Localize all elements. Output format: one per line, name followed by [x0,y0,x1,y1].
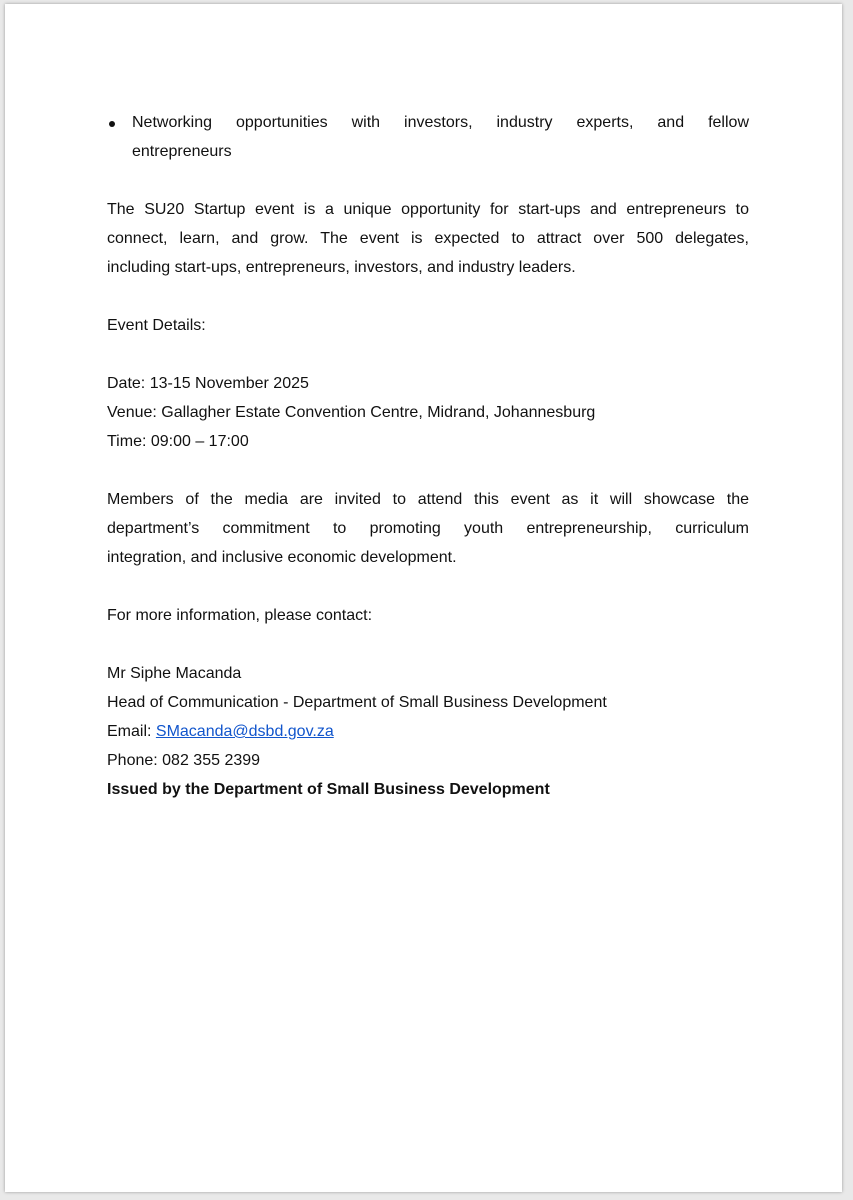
contact-email-link[interactable]: SMacanda@dsbd.gov.za [155,723,334,740]
event-details-block [107,369,749,456]
media-line-1: Members of the media are invited to attend this event as it will showcase the [107,491,749,508]
media-line-2: department’s commitment to promoting youth entrepreneurship, curriculum [107,520,749,537]
document-body [107,108,749,804]
document-page [5,4,842,1192]
contact-email-row [107,717,749,746]
event-date: Date: 13-15 November 2025 [107,375,309,392]
bullet-item [107,108,749,166]
intro-line-2: connect, learn, and grow. The event is expected to attract over 500 delegates, [107,230,749,247]
contact-block [107,659,749,804]
bullet-text-line-2: entrepreneurs [132,143,232,160]
intro-paragraph [107,195,749,282]
contact-name: Mr Siphe Macanda [107,665,242,682]
event-venue: Venue: Gallagher Estate Convention Centre, Midrand, Johannesburg [107,404,596,421]
media-paragraph [107,485,749,572]
intro-line-3: including start-ups, entrepreneurs, investors, and industry leaders. [107,259,576,276]
media-line-3: integration, and inclusive economic development. [107,549,457,566]
contact-title: Head of Communication - Department of Small Business Development [107,694,607,711]
bullet-text-line-1: Networking opportunities with investors, industry experts, and fellow [132,114,749,131]
issued-by: Issued by the Department of Small Business Development [107,781,550,798]
contact-email-label: Email: [107,723,156,740]
intro-line-1: The SU20 Startup event is a unique opportunity for start-ups and entrepreneurs to [107,201,749,218]
contact-intro: For more information, please contact: [107,607,373,624]
event-time: Time: 09:00 – 17:00 [107,433,249,450]
contact-phone: Phone: 082 355 2399 [107,752,261,769]
event-details-heading: Event Details: [107,317,206,334]
bullet-icon [109,121,115,127]
